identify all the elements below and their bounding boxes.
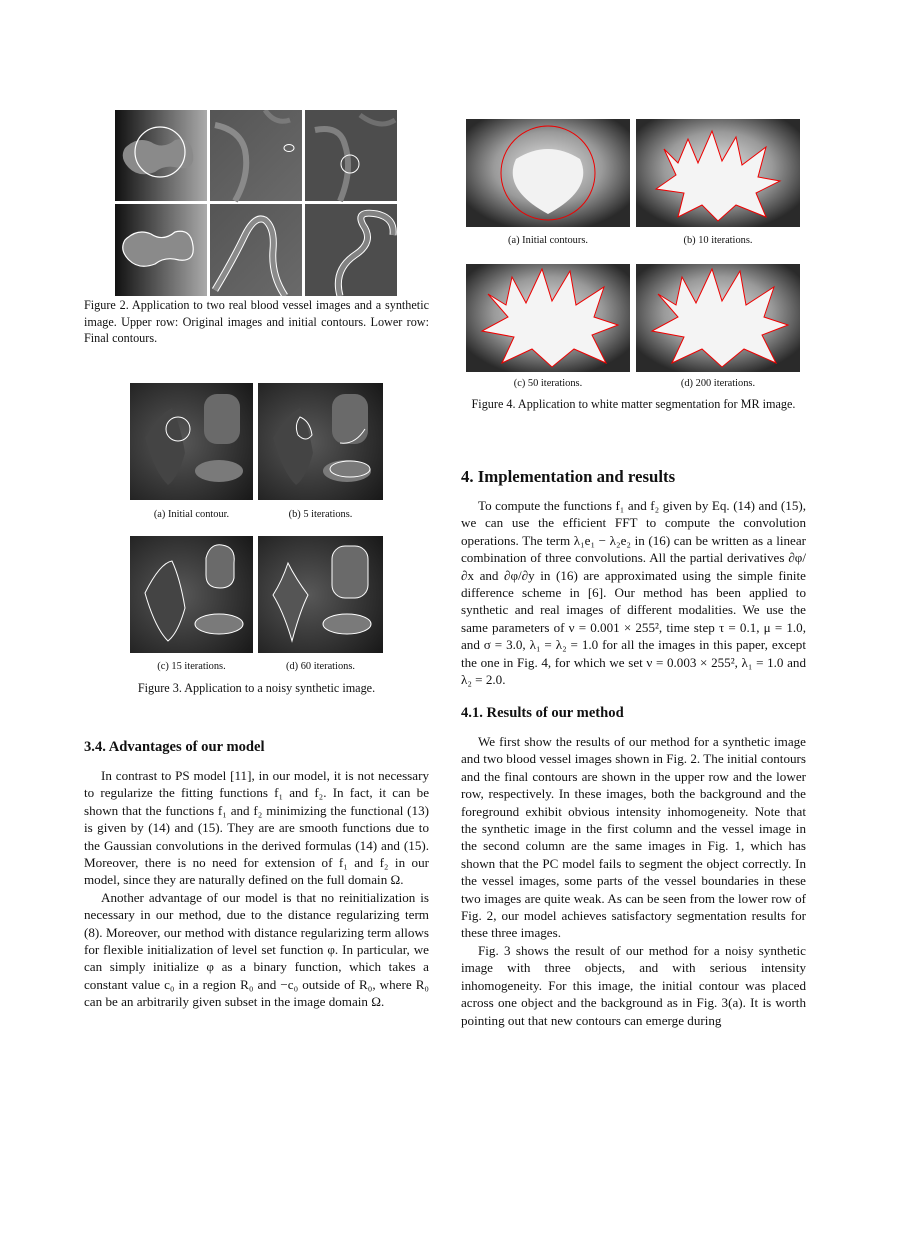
fig4-subcaption-c: (c) 50 iterations.	[513, 378, 583, 389]
mr-image-200-iterations	[636, 264, 800, 372]
fig4-subcaption-b: (b) 10 iterations.	[683, 235, 753, 246]
fig3-subcaption-c: (c) 15 iterations.	[157, 661, 226, 672]
section-4-heading: 4. Implementation and results	[461, 467, 676, 486]
section-3-4-body	[84, 767, 429, 1011]
section-3-4-paragraph-2: Another advantage of our model is that no reinitialization is necessary in our method, due to the distance regularizing term (8). Moreover, our method with distance regularizing term allows for flexible initialization of level set function φ. In particular, we can simply initialize φ as a binary function, which takes a constant value c₀ in a region R₀ and −c₀ outside of R₀, where R₀ can be an arbitrarily given subset in the image domain Ω.	[84, 889, 429, 1010]
mr-image-initial	[466, 119, 630, 227]
fig3-subcaption-b: (b) 5 iterations.	[288, 509, 353, 520]
fig3-subcaption-d: (d) 60 iterations.	[286, 661, 355, 672]
section-4-1-paragraph-2: Fig. 3 shows the result of our method for a noisy synthetic image with three objects, and with serious intensity inhomogeneity. For this image, the initial contour was placed across one object and the background as in Fig. 3(a). It is worth pointing out that new contours can emerge during	[461, 942, 806, 1028]
section-4-1-paragraph-1: We first show the results of our method for a synthetic image and two blood vessel images shown in Fig. 2. The initial contours and the final contours are shown in the upper row and the lower row, respectively. In these images, both the background and the foreground exhibit obvious intensity inhomogeneity. Note that the synthetic image in the first column and the vessel image in the second column are the same images in Fig. 1, which has shown that the PC model fails to segment the object correctly. In the vessel images, some parts of the vessel boundaries in these two images are quite weak. As can be seen from the lower row of Fig. 2, our model achieves satisfactory segmentation results for these three images.	[461, 734, 806, 941]
figure-2-caption: Figure 2. Application to two real blood vessel images and a synthetic image. Upper row: Original images and initial contours. Lower row: Final contours.	[84, 298, 429, 345]
figure-2	[115, 110, 397, 296]
fig4-subcaption-a: (a) Initial contours.	[508, 235, 588, 246]
mr-image-50-iterations	[466, 264, 630, 372]
section-3-4-heading: 3.4. Advantages of our model	[84, 739, 265, 755]
figure-4-caption: Figure 4. Application to white matter segmentation for MR image.	[471, 397, 796, 411]
section-4-paragraph-1: To compute the functions f₁ and f₂ given by Eq. (14) and (15), we can use the efficient FFT to compute the convolution operations. The term λ₁e₁ − λ₂e₂ in (16) can be written as a linear combination of three convolutions. All the partial derivatives ∂φ/∂x and ∂φ/∂y in (16) are approximated using the simple finite difference scheme in [6]. Our method has been applied to synthetic and real images of different modalities. We use the same parameters of ν = 0.001 × 255², time step τ = 0.1, μ = 1.0, and σ = 3.0, λ₁ = λ₂ = 1.0 for all the images in this paper, except the one in Fig. 4, for which we set ν = 0.003 × 255², λ₁ = 1.0 and λ₂ = 2.0.	[461, 498, 806, 688]
figure-2-images	[115, 110, 397, 296]
section-4-body	[461, 497, 806, 688]
mr-image-10-iterations	[636, 119, 800, 227]
section-3-4-paragraph-1: In contrast to PS model [11], in our model, it is not necessary to regularize the fitting functions f₁ and f₂. In fact, it can be shown that the functions f₁ and f₂ minimizing the functional (13) is given by (14) and (15). They are are smooth functions due to the Gaussian convolutions in the derived formulas (14) and (15). Moreover, there is no need for extension of f₁ and f₂ in our model, since they are naturally defined on the full domain Ω.	[84, 768, 429, 888]
section-4-1-heading: 4.1. Results of our method	[461, 705, 624, 721]
fig3-subcaption-a: (a) Initial contour.	[153, 509, 230, 520]
figure-3-caption: Figure 3. Application to a noisy synthetic image.	[137, 681, 376, 695]
fig4-subcaption-d: (d) 200 iterations.	[680, 378, 756, 389]
vessel-original-image-1	[210, 110, 302, 201]
section-4-1-body	[461, 733, 806, 1029]
